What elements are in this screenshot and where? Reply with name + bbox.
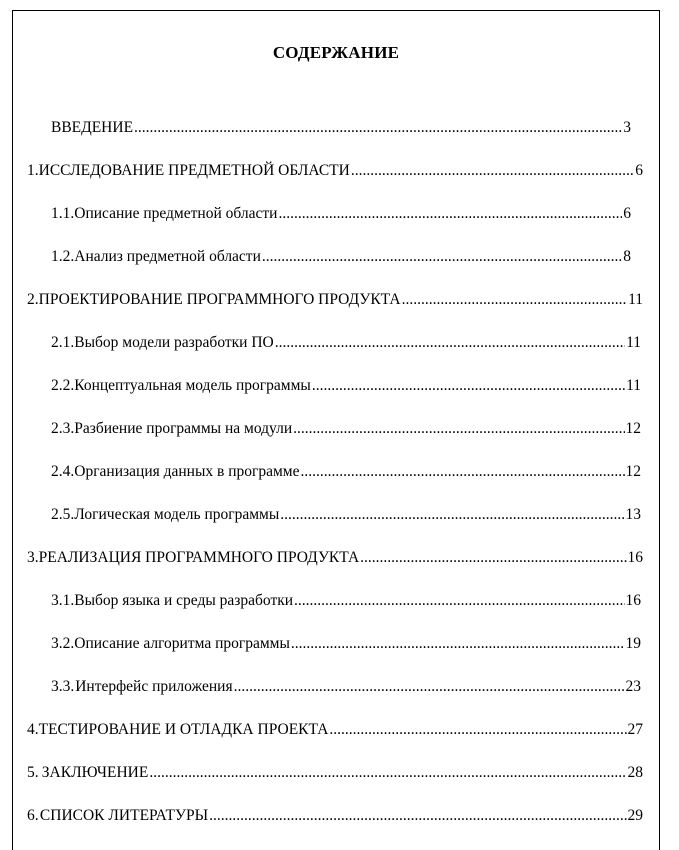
toc-entry-label: Интерфейс приложения <box>75 678 233 695</box>
toc-entry-number: 3.1. <box>51 592 75 609</box>
toc-entry-label: Анализ предметной области <box>74 248 261 265</box>
toc-entry-number: 5. <box>27 764 39 781</box>
toc-entry-section-3-3[interactable] <box>51 676 641 698</box>
toc-entry-page: 8 <box>623 248 631 265</box>
toc-entry-section-2-5[interactable] <box>51 504 641 526</box>
toc-entry-label: Описание алгоритма программы <box>74 635 290 652</box>
toc-entry-label: ВВЕДЕНИЕ <box>51 119 134 136</box>
toc-entry-number: 4. <box>27 721 39 738</box>
toc-entry-page: 12 <box>625 463 641 480</box>
toc-entry-section-1-1[interactable] <box>51 203 631 225</box>
toc-entry-section-1[interactable] <box>27 160 643 182</box>
toc-entry-page: 11 <box>626 377 641 394</box>
toc-entry-label: Разбиение программы на модули <box>74 420 293 437</box>
toc-entry-number: 6. <box>27 807 39 824</box>
toc-entry-label: ИССЛЕДОВАНИЕ ПРЕДМЕТНОЙ ОБЛАСТИ <box>38 162 350 179</box>
toc-leader-dots <box>280 504 624 526</box>
toc-entry-introduction[interactable] <box>51 117 631 139</box>
toc-entry-label: РЕАЛИЗАЦИЯ ПРОГРАММНОГО ПРОДУКТА <box>38 549 360 566</box>
toc-entry-number: 2.2. <box>51 377 75 394</box>
toc-entry-section-6[interactable] <box>27 805 643 827</box>
toc-title: СОДЕРЖАНИЕ <box>272 43 400 62</box>
toc-entry-label: Описание предметной области <box>74 205 278 222</box>
toc-entry-page: 23 <box>625 678 641 695</box>
toc-entry-number: 2.3. <box>51 420 75 437</box>
toc-entry-section-4[interactable] <box>27 719 643 741</box>
toc-entry-page: 6 <box>623 205 631 222</box>
toc-entry-label: Выбор модели разработки ПО <box>74 334 274 351</box>
toc-entry-page: 19 <box>625 635 641 652</box>
toc-entry-number: 3.3. <box>51 678 75 695</box>
toc-entry-page: 28 <box>627 764 643 781</box>
toc-entry-number: 3.2. <box>51 635 75 652</box>
toc-leader-dots <box>134 117 622 139</box>
toc-entry-section-1-2[interactable] <box>51 246 631 268</box>
toc-entry-label: СПИСОК ЛИТЕРАТУРЫ <box>39 807 209 824</box>
toc-leader-dots <box>209 805 626 827</box>
toc-entry-page: 3 <box>623 119 631 136</box>
toc-entry-page: 12 <box>625 420 641 437</box>
toc-entry-number: 1.1. <box>51 205 75 222</box>
toc-leader-dots <box>360 547 626 569</box>
toc-entry-label: ЗАКЛЮЧЕНИЕ <box>41 764 149 781</box>
toc-entry-section-2[interactable] <box>27 289 643 311</box>
toc-entry-number: 1.2. <box>51 248 75 265</box>
toc-entry-section-3-1[interactable] <box>51 590 641 612</box>
toc-entry-section-3-2[interactable] <box>51 633 641 655</box>
toc-entry-page: 16 <box>625 592 641 609</box>
toc-entry-label: ТЕСТИРОВАНИЕ И ОТЛАДКА ПРОЕКТА <box>38 721 329 738</box>
toc-entry-page: 11 <box>626 334 641 351</box>
toc-entry-page: 13 <box>625 506 641 523</box>
toc-leader-dots <box>329 719 626 741</box>
toc-leader-dots <box>402 289 628 311</box>
toc-leader-dots <box>291 633 625 655</box>
toc-leader-dots <box>294 590 624 612</box>
toc-leader-dots <box>351 160 634 182</box>
toc-entry-number: 2. <box>27 291 39 308</box>
toc-entry-section-2-3[interactable] <box>51 418 641 440</box>
toc-entry-section-5[interactable] <box>27 762 643 784</box>
toc-entry-label: ПРОЕКТИРОВАНИЕ ПРОГРАММНОГО ПРОДУКТА <box>38 291 401 308</box>
toc-leader-dots <box>275 332 625 354</box>
toc-entry-page: 29 <box>627 807 643 824</box>
toc-entry-section-3[interactable] <box>27 547 643 569</box>
toc-entry-section-2-2[interactable] <box>51 375 641 397</box>
document-page <box>12 10 660 850</box>
toc-leader-dots <box>312 375 625 397</box>
toc-leader-dots <box>149 762 626 784</box>
toc-entry-page: 11 <box>628 291 643 308</box>
toc-leader-dots <box>234 676 625 698</box>
toc-entry-page: 27 <box>627 721 643 738</box>
toc-entry-page: 16 <box>627 549 643 566</box>
toc-leader-dots <box>293 418 624 440</box>
toc-entry-label: Концептуальная модель программы <box>74 377 311 394</box>
toc-leader-dots <box>262 246 622 268</box>
toc-leader-dots <box>278 203 622 225</box>
toc-entry-section-2-1[interactable] <box>51 332 641 354</box>
toc-entry-label: Логическая модель программы <box>74 506 280 523</box>
toc-entry-label: Выбор языка и среды разработки <box>74 592 294 609</box>
toc-entry-number: 2.4. <box>51 463 75 480</box>
toc-entry-number: 2.1. <box>51 334 75 351</box>
toc-leader-dots <box>300 461 624 483</box>
toc-entry-number: 3. <box>27 549 39 566</box>
toc-entry-page: 6 <box>635 162 643 179</box>
toc-entry-label: Организация данных в программе <box>74 463 300 480</box>
toc-entry-number: 1. <box>27 162 39 179</box>
toc-entry-number: 2.5. <box>51 506 75 523</box>
toc-entry-section-2-4[interactable] <box>51 461 641 483</box>
